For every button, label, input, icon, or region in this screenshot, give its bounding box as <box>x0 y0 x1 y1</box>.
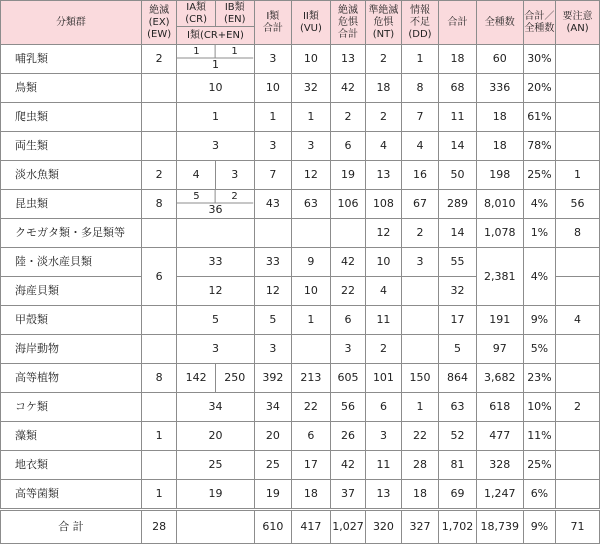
threatened-value: 56 <box>330 393 365 422</box>
an-value: 1 <box>556 161 600 190</box>
species-value: 3,682 <box>476 364 523 393</box>
total-ex: 28 <box>141 510 176 544</box>
dd-value: 3 <box>401 248 439 277</box>
cr-en-value: 20 <box>177 422 254 451</box>
sum-value: 11 <box>439 103 477 132</box>
cr-en-split-cell <box>177 190 254 219</box>
header-an: 要注意 (AN) <box>556 1 600 45</box>
i-total-value: 34 <box>254 393 292 422</box>
sum-value: 14 <box>439 219 477 248</box>
ratio-value: 25% <box>523 451 555 480</box>
en-value: 250 <box>215 364 254 393</box>
category-name: 藻類 <box>1 422 142 451</box>
total-dd: 327 <box>401 510 439 544</box>
i-total-value: 33 <box>254 248 292 277</box>
cr-value: 5 <box>193 191 200 202</box>
an-value <box>556 248 600 277</box>
nt-value: 4 <box>366 277 401 306</box>
sum-value: 17 <box>439 306 477 335</box>
ratio-value: 4% <box>523 190 555 219</box>
nt-value: 108 <box>366 190 401 219</box>
total-sum: 1,702 <box>439 510 477 544</box>
cr-en-value: 10 <box>177 74 254 103</box>
threatened-value: 106 <box>330 190 365 219</box>
ex-value <box>141 335 176 364</box>
vu-value: 12 <box>292 161 331 190</box>
dd-value <box>401 335 439 364</box>
an-value <box>556 422 600 451</box>
cr-en-value: 34 <box>177 393 254 422</box>
dd-value: 28 <box>401 451 439 480</box>
i-total-value: 3 <box>254 132 292 161</box>
i-total-value: 43 <box>254 190 292 219</box>
header-cr: IA類 (CR) <box>177 1 216 27</box>
sum-value: 32 <box>439 277 477 306</box>
ex-value <box>141 393 176 422</box>
cr-en-value: 3 <box>177 132 254 161</box>
total-cr-en <box>177 510 254 544</box>
category-name: コケ類 <box>1 393 142 422</box>
ex-value: 8 <box>141 190 176 219</box>
i-total-value: 1 <box>254 103 292 132</box>
header-ratio: 合計／ 全種数 <box>523 1 555 45</box>
an-value: 4 <box>556 306 600 335</box>
cr-en-value: 1 <box>211 58 219 71</box>
header-dd: 情報 不足 (DD) <box>401 1 439 45</box>
cr-en-value: 36 <box>208 203 223 216</box>
threatened-value <box>330 219 365 248</box>
category-name: 高等植物 <box>1 364 142 393</box>
i-total-value: 3 <box>254 335 292 364</box>
dd-value: 7 <box>401 103 439 132</box>
sum-value: 864 <box>439 364 477 393</box>
threatened-value: 42 <box>330 451 365 480</box>
sum-value: 289 <box>439 190 477 219</box>
dd-value: 8 <box>401 74 439 103</box>
nt-value: 4 <box>366 132 401 161</box>
cr-en-value: 1 <box>177 103 254 132</box>
cr-en-value: 5 <box>177 306 254 335</box>
species-value: 328 <box>476 451 523 480</box>
vu-value <box>292 335 331 364</box>
ex-value: 1 <box>141 480 176 510</box>
sum-value: 18 <box>439 45 477 74</box>
sum-value: 50 <box>439 161 477 190</box>
total-itotal: 610 <box>254 510 292 544</box>
table-body <box>1 45 600 544</box>
header-vu: II類 (VU) <box>292 1 331 45</box>
ex-value <box>141 451 176 480</box>
total-row <box>1 510 600 544</box>
nt-value: 13 <box>366 480 401 510</box>
dd-value <box>401 277 439 306</box>
ex-value <box>141 74 176 103</box>
vu-value: 6 <box>292 422 331 451</box>
ratio-value: 9% <box>523 306 555 335</box>
en-value: 1 <box>231 46 238 57</box>
ex-value: 6 <box>141 248 176 306</box>
vu-value: 1 <box>292 306 331 335</box>
species-value: 97 <box>476 335 523 364</box>
threatened-value: 42 <box>330 248 365 277</box>
dd-value: 4 <box>401 132 439 161</box>
category-name: 両生類 <box>1 132 142 161</box>
header-ex: 絶滅 (EX) (EW) <box>141 1 176 45</box>
table-row <box>1 103 600 132</box>
category-name: 鳥類 <box>1 74 142 103</box>
an-value: 8 <box>556 219 600 248</box>
i-total-value: 3 <box>254 45 292 74</box>
an-value <box>556 103 600 132</box>
ex-value <box>141 103 176 132</box>
species-value: 60 <box>476 45 523 74</box>
ex-value: 1 <box>141 422 176 451</box>
threatened-value: 19 <box>330 161 365 190</box>
dd-value: 18 <box>401 480 439 510</box>
nt-value: 2 <box>366 103 401 132</box>
i-total-value <box>254 219 292 248</box>
sum-value: 55 <box>439 248 477 277</box>
ex-value <box>141 219 176 248</box>
table-row <box>1 45 600 74</box>
en-value: 3 <box>215 161 254 190</box>
table-row <box>1 480 600 510</box>
category-name: 昆虫類 <box>1 190 142 219</box>
vu-value <box>292 219 331 248</box>
header-i-total-sub: I類(CR+EN) <box>177 27 254 45</box>
nt-value: 10 <box>366 248 401 277</box>
threatened-value: 37 <box>330 480 365 510</box>
an-value <box>556 45 600 74</box>
en-value: 2 <box>231 191 238 202</box>
nt-value: 2 <box>366 45 401 74</box>
vu-value: 18 <box>292 480 331 510</box>
category-name: 高等菌類 <box>1 480 142 510</box>
total-label: 合 計 <box>1 510 142 544</box>
category-name: クモガタ類・多足類等 <box>1 219 142 248</box>
i-total-value: 7 <box>254 161 292 190</box>
ratio-value: 4% <box>523 248 555 306</box>
table-row <box>1 132 600 161</box>
cr-en-value: 12 <box>177 277 254 306</box>
threatened-value: 6 <box>330 306 365 335</box>
cr-en-value <box>177 219 254 248</box>
species-value: 18 <box>476 132 523 161</box>
threatened-value: 13 <box>330 45 365 74</box>
vu-value: 213 <box>292 364 331 393</box>
cr-value: 1 <box>193 46 200 57</box>
species-value: 2,381 <box>476 248 523 306</box>
ex-value: 2 <box>141 161 176 190</box>
species-value: 198 <box>476 161 523 190</box>
ratio-value: 5% <box>523 335 555 364</box>
vu-value: 9 <box>292 248 331 277</box>
species-value: 18 <box>476 103 523 132</box>
i-total-value: 5 <box>254 306 292 335</box>
category-name: 海岸動物 <box>1 335 142 364</box>
nt-value: 11 <box>366 306 401 335</box>
table-row <box>1 248 600 277</box>
an-value <box>556 74 600 103</box>
cr-en-value: 19 <box>177 480 254 510</box>
category-name: 爬虫類 <box>1 103 142 132</box>
table-row <box>1 364 600 393</box>
cr-en-split-cell <box>177 45 254 74</box>
an-value <box>556 335 600 364</box>
i-total-value: 10 <box>254 74 292 103</box>
category-name: 哺乳類 <box>1 45 142 74</box>
sum-value: 14 <box>439 132 477 161</box>
dd-value <box>401 306 439 335</box>
an-value <box>556 480 600 510</box>
threatened-value: 42 <box>330 74 365 103</box>
ex-value <box>141 132 176 161</box>
table-row <box>1 74 600 103</box>
species-value: 8,010 <box>476 190 523 219</box>
dd-value: 1 <box>401 393 439 422</box>
ratio-value: 6% <box>523 480 555 510</box>
vu-value: 32 <box>292 74 331 103</box>
table-row <box>1 451 600 480</box>
table-row <box>1 335 600 364</box>
i-total-value: 392 <box>254 364 292 393</box>
sum-value: 52 <box>439 422 477 451</box>
i-total-value: 12 <box>254 277 292 306</box>
nt-value: 6 <box>366 393 401 422</box>
header-sum: 合計 <box>439 1 477 45</box>
category-name: 淡水魚類 <box>1 161 142 190</box>
threatened-value: 2 <box>330 103 365 132</box>
an-value <box>556 364 600 393</box>
header-species: 全種数 <box>476 1 523 45</box>
nt-value: 13 <box>366 161 401 190</box>
ex-value: 2 <box>141 45 176 74</box>
vu-value: 3 <box>292 132 331 161</box>
sum-value: 81 <box>439 451 477 480</box>
total-ratio: 9% <box>523 510 555 544</box>
table-row <box>1 161 600 190</box>
dd-value: 1 <box>401 45 439 74</box>
threatened-value: 3 <box>330 335 365 364</box>
species-value: 191 <box>476 306 523 335</box>
dd-value: 16 <box>401 161 439 190</box>
i-total-value: 19 <box>254 480 292 510</box>
nt-value: 2 <box>366 335 401 364</box>
ratio-value: 20% <box>523 74 555 103</box>
table-row <box>1 190 600 219</box>
vu-value: 22 <box>292 393 331 422</box>
species-value: 477 <box>476 422 523 451</box>
dd-value: 150 <box>401 364 439 393</box>
cr-value: 142 <box>177 364 216 393</box>
ratio-value: 78% <box>523 132 555 161</box>
vu-value: 10 <box>292 45 331 74</box>
sum-value: 69 <box>439 480 477 510</box>
species-value: 618 <box>476 393 523 422</box>
an-value <box>556 451 600 480</box>
an-value: 56 <box>556 190 600 219</box>
species-value: 1,247 <box>476 480 523 510</box>
header-nt: 準絶滅 危惧 (NT) <box>366 1 401 45</box>
total-nt: 320 <box>366 510 401 544</box>
category-name: 陸・淡水産貝類 <box>1 248 142 277</box>
cr-en-value: 33 <box>177 248 254 277</box>
table-row <box>1 306 600 335</box>
sum-value: 5 <box>439 335 477 364</box>
species-value: 1,078 <box>476 219 523 248</box>
sum-value: 63 <box>439 393 477 422</box>
nt-value: 11 <box>366 451 401 480</box>
threatened-value: 22 <box>330 277 365 306</box>
threatened-value: 26 <box>330 422 365 451</box>
dd-value: 2 <box>401 219 439 248</box>
total-an: 71 <box>556 510 600 544</box>
ratio-value: 61% <box>523 103 555 132</box>
ex-value: 8 <box>141 364 176 393</box>
an-value <box>556 132 600 161</box>
ratio-value: 1% <box>523 219 555 248</box>
category-name: 甲殻類 <box>1 306 142 335</box>
ratio-value: 10% <box>523 393 555 422</box>
table-row <box>1 422 600 451</box>
table-row <box>1 393 600 422</box>
nt-value: 12 <box>366 219 401 248</box>
dd-value: 67 <box>401 190 439 219</box>
vu-value: 63 <box>292 190 331 219</box>
category-name: 地衣類 <box>1 451 142 480</box>
table-row <box>1 219 600 248</box>
header-threatened: 絶滅 危惧 合計 <box>330 1 365 45</box>
species-value: 336 <box>476 74 523 103</box>
ratio-value: 23% <box>523 364 555 393</box>
total-species: 18,739 <box>476 510 523 544</box>
vu-value: 1 <box>292 103 331 132</box>
total-thr: 1,027 <box>330 510 365 544</box>
sum-value: 68 <box>439 74 477 103</box>
ex-value <box>141 306 176 335</box>
threatened-value: 6 <box>330 132 365 161</box>
an-value: 2 <box>556 393 600 422</box>
header-category: 分類群 <box>1 1 142 45</box>
ratio-value: 30% <box>523 45 555 74</box>
nt-value: 18 <box>366 74 401 103</box>
vu-value: 17 <box>292 451 331 480</box>
ratio-value: 25% <box>523 161 555 190</box>
an-value <box>556 277 600 306</box>
i-total-value: 25 <box>254 451 292 480</box>
cr-en-value: 3 <box>177 335 254 364</box>
cr-value: 4 <box>177 161 216 190</box>
dd-value: 22 <box>401 422 439 451</box>
nt-value: 3 <box>366 422 401 451</box>
header-i-total: I類 合計 <box>254 1 292 45</box>
header-row-1 <box>1 1 600 27</box>
i-total-value: 20 <box>254 422 292 451</box>
cr-en-value: 25 <box>177 451 254 480</box>
nt-value: 101 <box>366 364 401 393</box>
header-en: IB類 (EN) <box>215 1 254 27</box>
total-vu: 417 <box>292 510 331 544</box>
ratio-value: 11% <box>523 422 555 451</box>
threatened-value: 605 <box>330 364 365 393</box>
vu-value: 10 <box>292 277 331 306</box>
category-name: 海産貝類 <box>1 277 142 306</box>
